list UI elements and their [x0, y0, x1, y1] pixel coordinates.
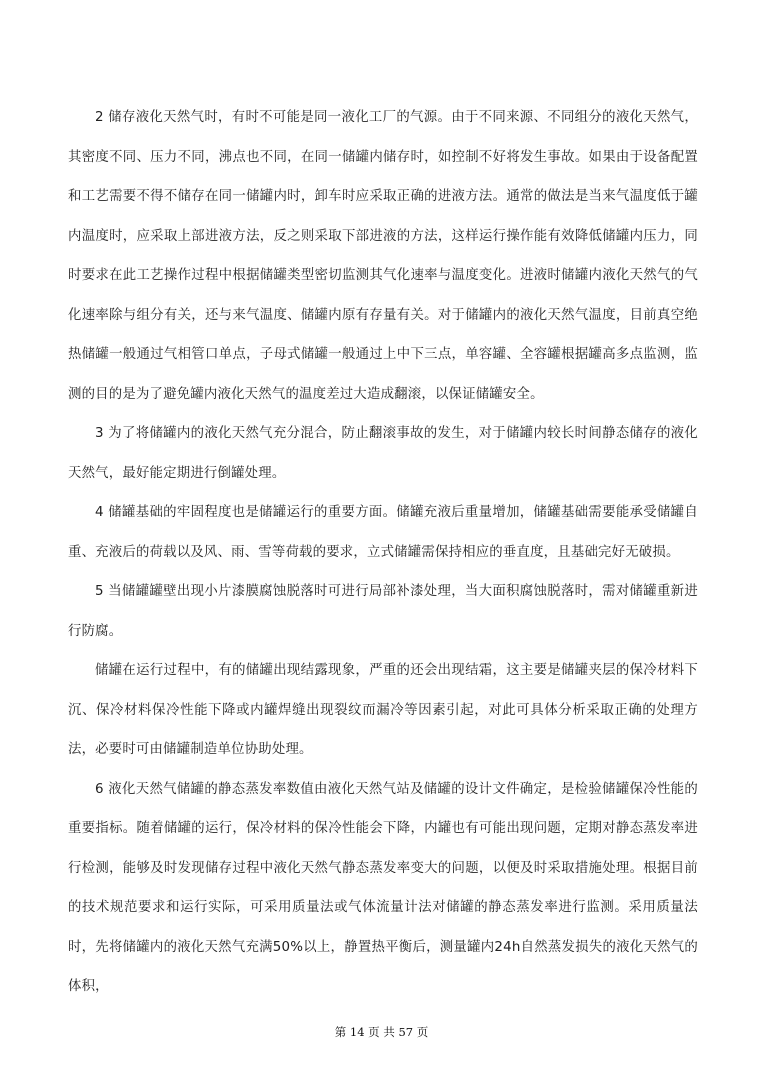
paragraph-item-6-evaporation-rate: 6 液化天然气储罐的静态蒸发率数值由液化天然气站及储罐的设计文件确定，是检验储罐保冷性能的重要指标。随着储罐的运行，保冷材料的保冷性能会下降，内罐也有可能出现问题，定期对静态蒸发率进行检测，能够及时发现储存过程中液化天然气静态蒸发率变大的问题，以便及时采取措施处理。根据目前的技术规范要求和运行实际，可采用质量法或气体流量计法对储罐的静态蒸发率进行监测。采用质量法时，先将储罐内的液化天然气充满50%以上，静置热平衡后，测量罐内24h自然蒸发损失的液化天然气的体积， — [68, 781, 698, 994]
paragraph-condensation: 储罐在运行过程中，有的储罐出现结露现象，严重的还会出现结霜，这主要是储罐夹层的保冷材料下沉、保冷材料保冷性能下降或内罐焊缝出现裂纹而漏冷等因素引起，对此可具体分析采取正确的处理方法，必要时可由储罐制造单位协助处理。 — [68, 663, 698, 757]
paragraph-item-5-anticorrosion: 5 当储罐罐壁出现小片漆膜腐蚀脱落时可进行局部补漆处理，当大面积腐蚀脱落时，需对储罐重新进行防腐。 — [68, 584, 698, 639]
paragraph-item-4-foundation: 4 储罐基础的牢固程度也是储罐运行的重要方面。储罐充液后重量增加，储罐基础需要能承受储罐自重、充液后的荷载以及风、雨、雪等荷载的要求，立式储罐需保持相应的垂直度，且基础完好无破损。 — [68, 505, 698, 560]
paragraph-item-3-mixing: 3 为了将储罐内的液化天然气充分混合，防止翻滚事故的发生，对于储罐内较长时间静态储存的液化天然气，最好能定期进行倒罐处理。 — [68, 426, 698, 481]
page-footer: 第 14 页 共 57 页 — [334, 1025, 429, 1039]
paragraph-item-2-tank-storage: 2 储存液化天然气时，有时不可能是同一液化工厂的气源。由于不同来源、不同组分的液化天然气，其密度不同、压力不同，沸点也不同，在同一储罐内储存时，如控制不好将发生事故。如果由于设备配置和工艺需要不得不储存在同一储罐内时，卸车时应采取正确的进液方法。通常的做法是当来气温度低于罐内温度时，应采取上部进液方法，反之则采取下部进液的方法，这样运行操作能有效降低储罐内压力，同时要求在此工艺操作过程中根据储罐类型密切监测其气化速率与温度变化。进液时储罐内液化天然气的气化速率除与组分有关，还与来气温度、储罐内原有存量有关。对于储罐内的液化天然气温度，目前真空绝热储罐一般通过气相管口单点，子母式储罐一般通过上中下三点，单容罐、全容罐根据罐高多点监测，监测的目的是为了避免罐内液化天然气的温度差过大造成翻滚，以保证储罐安全。 — [68, 110, 698, 402]
document-body — [68, 98, 698, 1007]
